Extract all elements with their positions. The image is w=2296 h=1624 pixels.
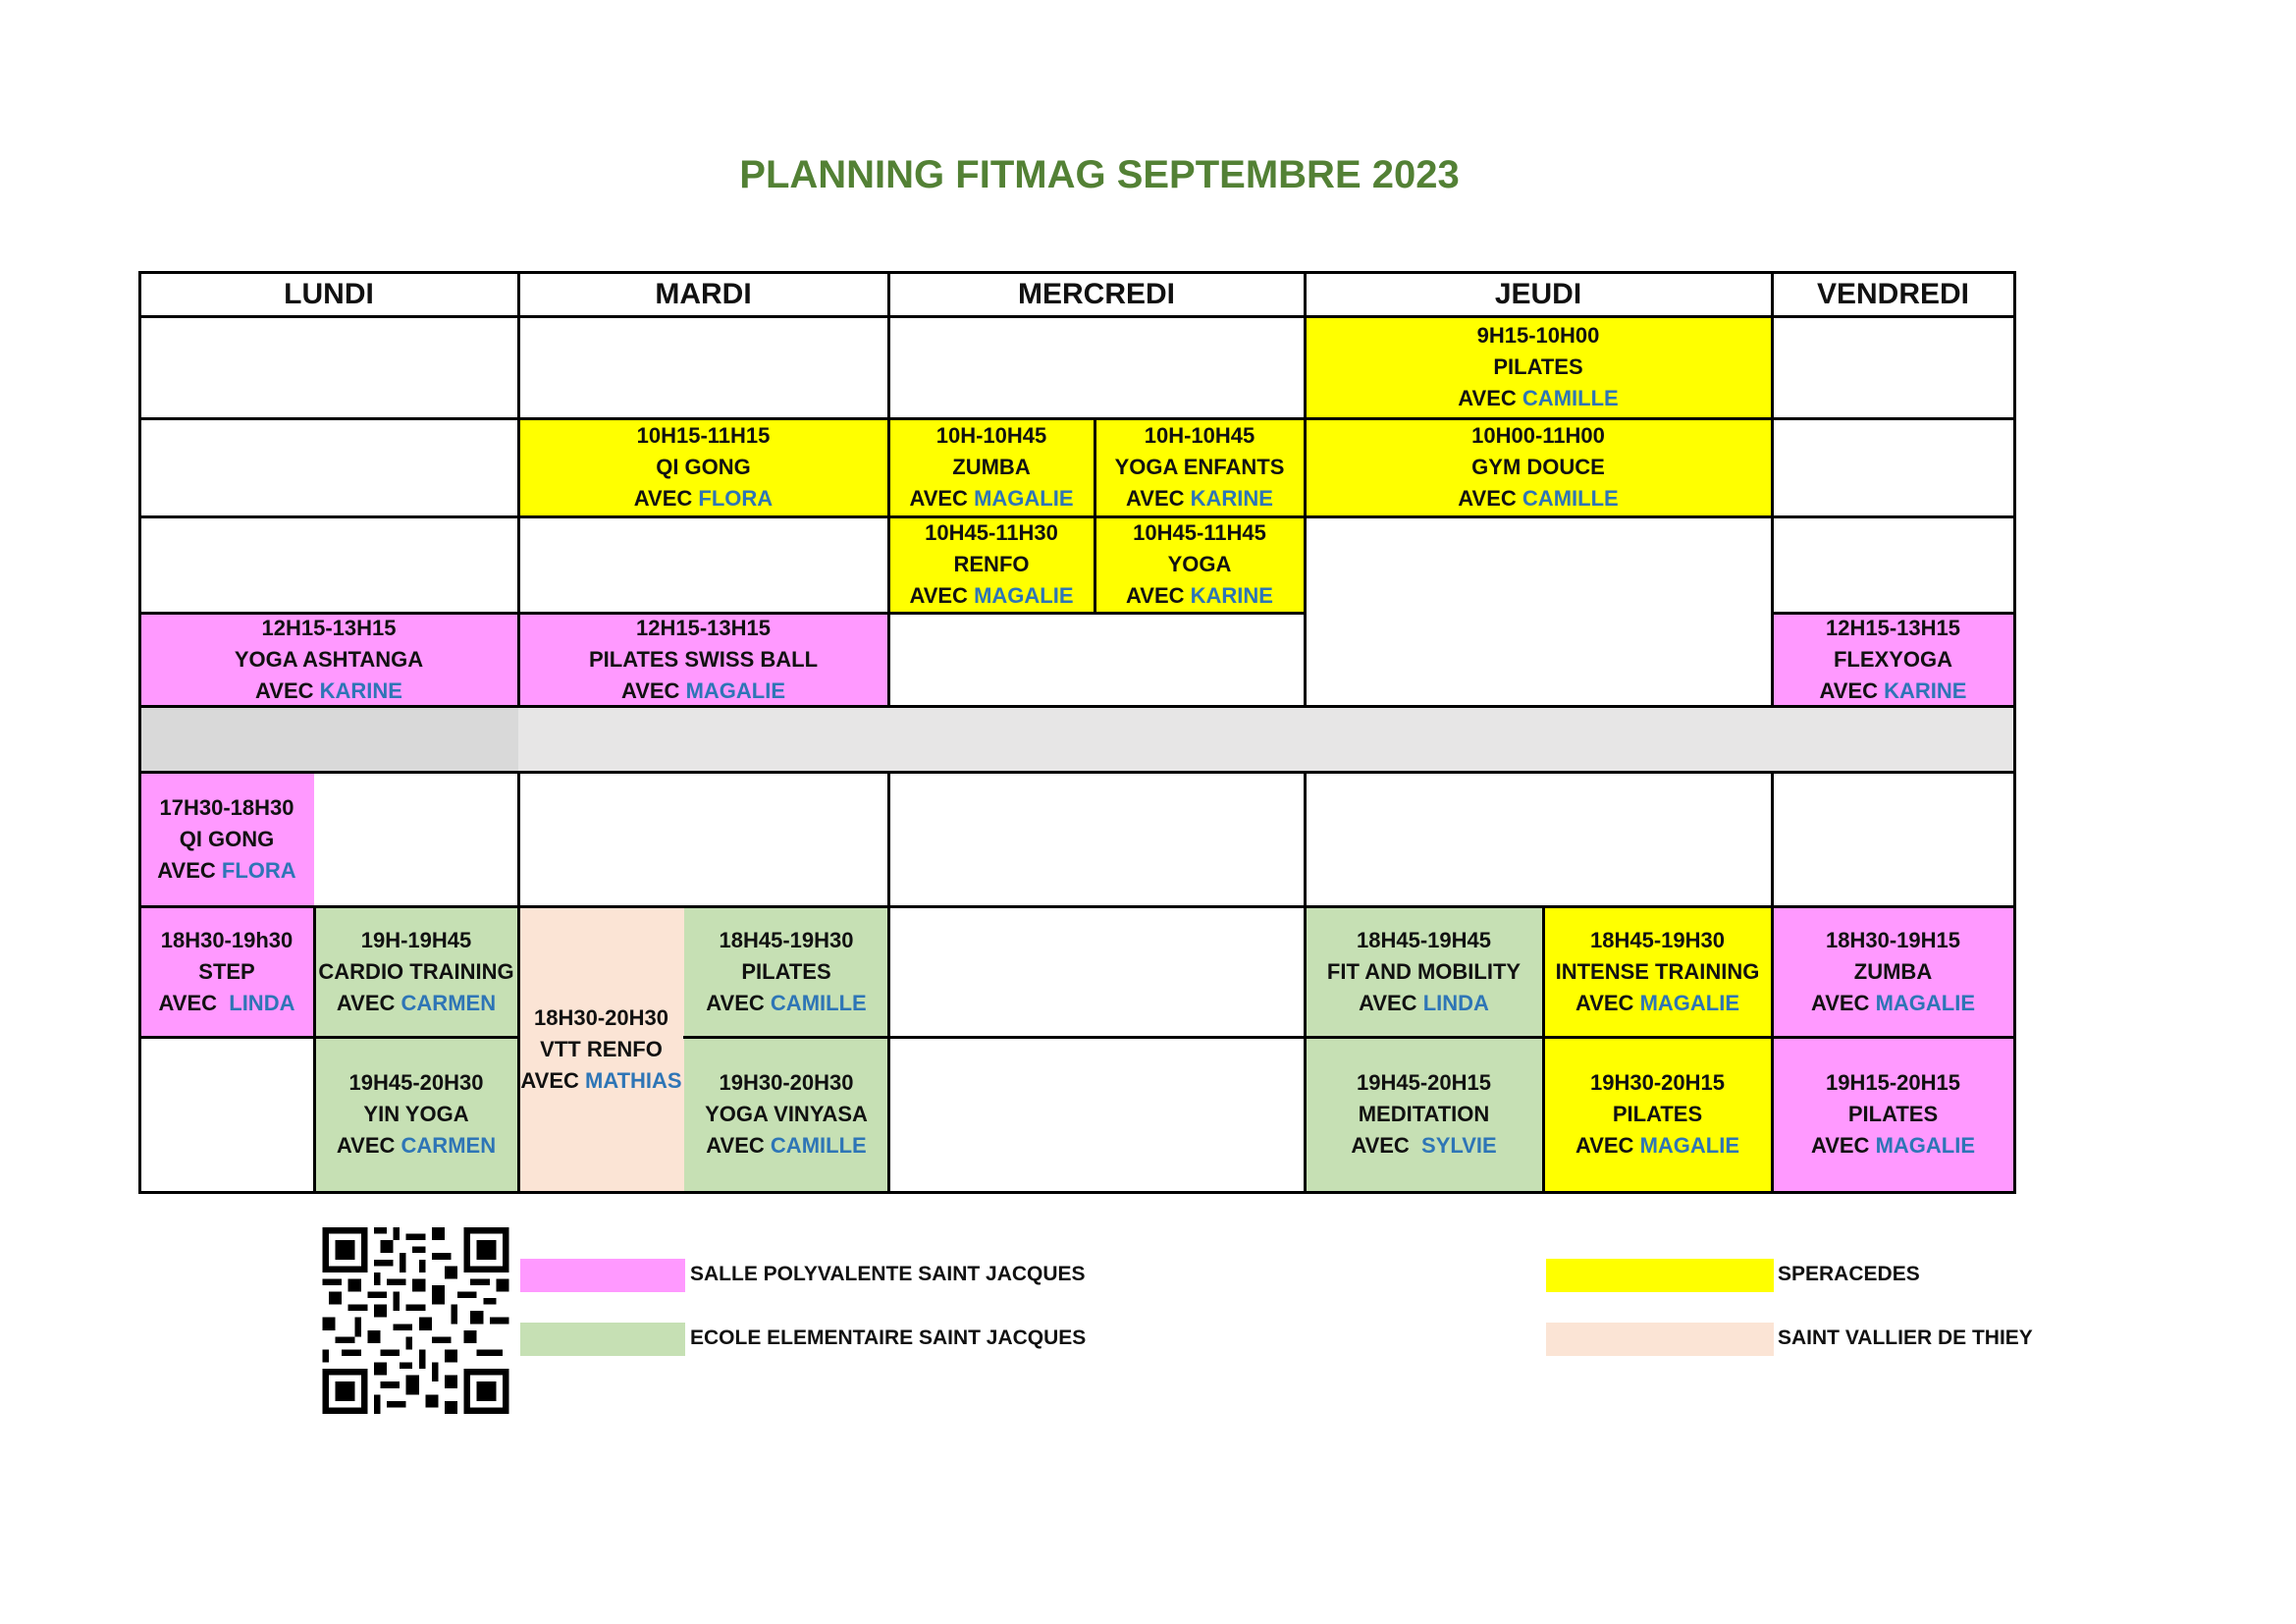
class-teacher-line [909, 580, 1073, 612]
class-block[interactable] [518, 418, 888, 516]
class-name: ZUMBA [952, 455, 1031, 479]
grid-line [138, 271, 141, 1194]
class-name: PILATES SWISS BALL [588, 646, 819, 672]
class-time: 19H15-20H15 [1826, 1070, 1960, 1095]
teacher-name: CAMILLE [770, 990, 867, 1015]
teacher-name: FLORA [698, 486, 774, 511]
class-teacher-line [159, 988, 295, 1019]
class-block[interactable] [1772, 906, 2014, 1037]
class-block[interactable] [1305, 1037, 1543, 1192]
class-teacher-line [1575, 988, 1739, 1019]
class-teacher-line [706, 988, 866, 1019]
teacher-name: MAGALIE [1875, 1133, 1976, 1158]
teacher-name: LINDA [1422, 990, 1489, 1015]
avec-label: AVEC [1819, 677, 1879, 703]
grid-line [138, 771, 2016, 774]
grid-line [683, 1036, 2016, 1039]
legend-label-speracedes: SPERACEDES [1778, 1263, 1920, 1285]
class-time: 19H-19H45 [360, 927, 472, 952]
class-block[interactable] [518, 613, 888, 706]
legend-swatch-speracedes [1546, 1259, 1774, 1292]
class-name: PILATES [1612, 1102, 1703, 1126]
teacher-name: KARINE [1190, 583, 1273, 608]
class-block[interactable] [139, 613, 518, 706]
legend-label-salle-polyvalente: SALLE POLYVALENTE SAINT JACQUES [690, 1263, 1086, 1285]
class-teacher-line [337, 1130, 496, 1162]
teacher-name: MAGALIE [1875, 990, 1976, 1015]
class-teacher-line [1458, 383, 1618, 414]
teacher-name: CAMILLE [1522, 486, 1619, 511]
class-block[interactable] [888, 418, 1095, 516]
class-teacher-line [634, 483, 773, 514]
avec-label: AVEC [1359, 990, 1417, 1015]
legend-label-ecole-elementaire: ECOLE ELEMENTAIRE SAINT JACQUES [690, 1326, 1087, 1349]
grid-line [138, 905, 2016, 908]
teacher-name: MATHIAS [585, 1067, 682, 1093]
grid-line [1094, 417, 1096, 614]
grid-line [1771, 612, 2016, 615]
avec-label: AVEC [1575, 990, 1634, 1015]
teacher-name: KARINE [1884, 677, 1967, 703]
grid-line [1542, 905, 1545, 1194]
midday-break-band [518, 706, 2014, 772]
grid-line [1771, 271, 1774, 706]
class-teacher-line [909, 483, 1073, 514]
class-time: 12H15-13H15 [261, 615, 397, 640]
class-name: GYM DOUCE [1471, 455, 1605, 479]
class-time: 19H30-20H15 [1590, 1070, 1725, 1095]
class-teacher-line [1811, 988, 1975, 1019]
teacher-name: LINDA [223, 990, 295, 1015]
class-name: YOGA [1167, 552, 1232, 576]
class-teacher-line [706, 1130, 866, 1162]
class-block[interactable] [314, 906, 518, 1037]
grid-line [138, 271, 2016, 274]
avec-label: AVEC [1458, 486, 1517, 511]
class-teacher-line [1820, 676, 1967, 707]
teacher-name: CAMILLE [770, 1133, 867, 1158]
class-name: ZUMBA [1853, 958, 1933, 984]
avec-label: AVEC [1126, 486, 1185, 511]
class-time: 19H45-20H15 [1357, 1070, 1491, 1095]
midday-break-band [139, 706, 518, 772]
class-teacher-line [1575, 1130, 1739, 1162]
legend-label-saint-vallier: SAINT VALLIER DE THIEY [1778, 1326, 2033, 1349]
avec-label: AVEC [255, 677, 314, 703]
class-teacher-line [1458, 483, 1618, 514]
class-time: 10H45-11H30 [925, 520, 1058, 545]
avec-label: AVEC [1810, 990, 1870, 1015]
class-teacher-line [157, 855, 295, 887]
class-block[interactable] [314, 1037, 518, 1192]
class-name: YOGA VINYASA [705, 1102, 868, 1126]
class-name: FLEXYOGA [1833, 646, 1952, 672]
grid-line [138, 417, 2016, 420]
class-time: 18H30-20H30 [534, 1004, 668, 1030]
teacher-name: KARINE [1190, 486, 1273, 511]
day-header-vendredi: VENDREDI [1816, 278, 1970, 310]
avec-label: AVEC [633, 486, 693, 511]
class-teacher-line [520, 1065, 681, 1097]
class-name: PILATES [1493, 354, 1583, 379]
class-time: 10H45-11H45 [1133, 520, 1266, 545]
class-name: QI GONG [656, 455, 751, 479]
class-name: STEP [198, 958, 255, 984]
grid-line [1304, 271, 1307, 706]
grid-line [887, 271, 890, 706]
teacher-name: CARMEN [400, 990, 497, 1015]
teacher-name: FLORA [221, 857, 296, 883]
class-time: 19H30-20H30 [719, 1070, 854, 1095]
avec-label: AVEC [1458, 386, 1517, 410]
class-teacher-line [1359, 988, 1489, 1019]
class-block[interactable] [684, 906, 888, 1037]
grid-line [517, 271, 520, 706]
class-time: 12H15-13H15 [636, 615, 771, 640]
avec-label: AVEC [1351, 1133, 1410, 1158]
teacher-name: MAGALIE [685, 677, 786, 703]
class-block[interactable] [1543, 906, 1772, 1037]
class-teacher-line [1126, 483, 1273, 514]
class-time: 9H15-10H00 [1476, 323, 1600, 348]
class-time: 18H45-19H30 [719, 927, 854, 952]
avec-label: AVEC [158, 990, 218, 1015]
legend-swatch-ecole-elementaire [520, 1323, 685, 1356]
class-teacher-line [1351, 1130, 1496, 1162]
avec-label: AVEC [336, 990, 396, 1015]
avec-label: AVEC [520, 1067, 579, 1093]
avec-label: AVEC [157, 857, 216, 883]
class-teacher-line [621, 676, 785, 707]
avec-label: AVEC [706, 990, 765, 1015]
class-block[interactable] [1305, 316, 1772, 418]
class-block[interactable] [1772, 1037, 2014, 1192]
class-time: 10H-10H45 [935, 423, 1047, 448]
class-name: FIT AND MOBILITY [1326, 958, 1522, 984]
teacher-name: KARINE [319, 677, 402, 703]
grid-line [887, 771, 890, 1194]
avec-label: AVEC [620, 677, 680, 703]
class-block[interactable] [1095, 516, 1305, 613]
class-name: RENFO [953, 552, 1030, 576]
day-header-jeudi: JEUDI [1494, 278, 1582, 310]
class-time: 19H45-20H30 [348, 1070, 484, 1095]
teacher-name: MAGALIE [1639, 1133, 1740, 1158]
class-teacher-line [255, 676, 402, 707]
avec-label: AVEC [909, 486, 968, 511]
avec-label: AVEC [336, 1133, 396, 1158]
class-time: 10H-10H45 [1144, 423, 1255, 448]
avec-label: AVEC [706, 1133, 765, 1158]
avec-label: AVEC [1126, 583, 1185, 608]
avec-label: AVEC [1575, 1133, 1634, 1158]
day-header-mardi: MARDI [655, 278, 752, 310]
grid-line [2013, 271, 2016, 1194]
grid-line [1304, 771, 1307, 1194]
legend-swatch-saint-vallier [1546, 1323, 1774, 1356]
day-header-mercredi: MERCREDI [1017, 278, 1175, 310]
class-time: 17H30-18H30 [159, 794, 294, 820]
class-name: PILATES [1847, 1102, 1939, 1126]
class-block[interactable] [1305, 418, 1772, 516]
page-title: PLANNING FITMAG SEPTEMBRE 2023 [739, 153, 1460, 196]
class-time: 10H15-11H15 [636, 423, 771, 448]
grid-line [138, 315, 2016, 318]
grid-line [138, 612, 1307, 615]
class-name: YIN YOGA [363, 1102, 469, 1126]
class-block[interactable] [1095, 418, 1305, 516]
avec-label: AVEC [909, 583, 968, 608]
class-block[interactable] [1305, 906, 1543, 1037]
grid-line [517, 771, 520, 1194]
class-block[interactable] [139, 906, 314, 1037]
day-header-lundi: LUNDI [284, 278, 374, 310]
class-block[interactable] [684, 1037, 888, 1192]
qr-code-icon[interactable] [320, 1227, 511, 1414]
legend-swatch-salle-polyvalente [520, 1259, 685, 1292]
grid-line [313, 905, 316, 1194]
class-block[interactable] [1543, 1037, 1772, 1192]
class-name: YOGA ASHTANGA [234, 646, 424, 672]
class-block[interactable] [888, 516, 1095, 613]
teacher-name: MAGALIE [974, 486, 1074, 511]
teacher-name: CARMEN [400, 1133, 497, 1158]
class-time: 18H30-19H15 [1826, 927, 1960, 952]
class-name: PILATES [741, 958, 831, 984]
class-name: YOGA ENFANTS [1114, 455, 1285, 479]
class-time: 18H45-19H30 [1590, 927, 1725, 952]
grid-line [1771, 771, 1774, 1194]
class-name: QI GONG [179, 826, 275, 851]
grid-line [138, 1036, 520, 1039]
class-teacher-line [1126, 580, 1273, 612]
class-block[interactable] [518, 906, 684, 1192]
grid-line [138, 705, 2016, 708]
class-teacher-line [337, 988, 496, 1019]
class-teacher-line [1811, 1130, 1975, 1162]
teacher-name: SYLVIE [1415, 1133, 1497, 1158]
teacher-name: MAGALIE [974, 583, 1074, 608]
class-block[interactable] [1772, 613, 2014, 706]
class-time: 18H45-19H45 [1357, 927, 1491, 952]
class-time: 10H00-11H00 [1471, 423, 1605, 448]
class-block[interactable] [139, 772, 314, 906]
class-name: INTENSE TRAINING [1555, 958, 1760, 984]
class-name: VTT RENFO [540, 1036, 663, 1061]
class-time: 18H30-19h30 [160, 927, 294, 952]
teacher-name: MAGALIE [1639, 990, 1740, 1015]
class-name: MEDITATION [1358, 1102, 1490, 1126]
avec-label: AVEC [1810, 1133, 1870, 1158]
grid-line [138, 1191, 2016, 1194]
class-name: CARDIO TRAINING [318, 958, 514, 984]
teacher-name: CAMILLE [1522, 386, 1619, 410]
grid-line [138, 515, 2016, 518]
class-time: 12H15-13H15 [1826, 615, 1960, 640]
